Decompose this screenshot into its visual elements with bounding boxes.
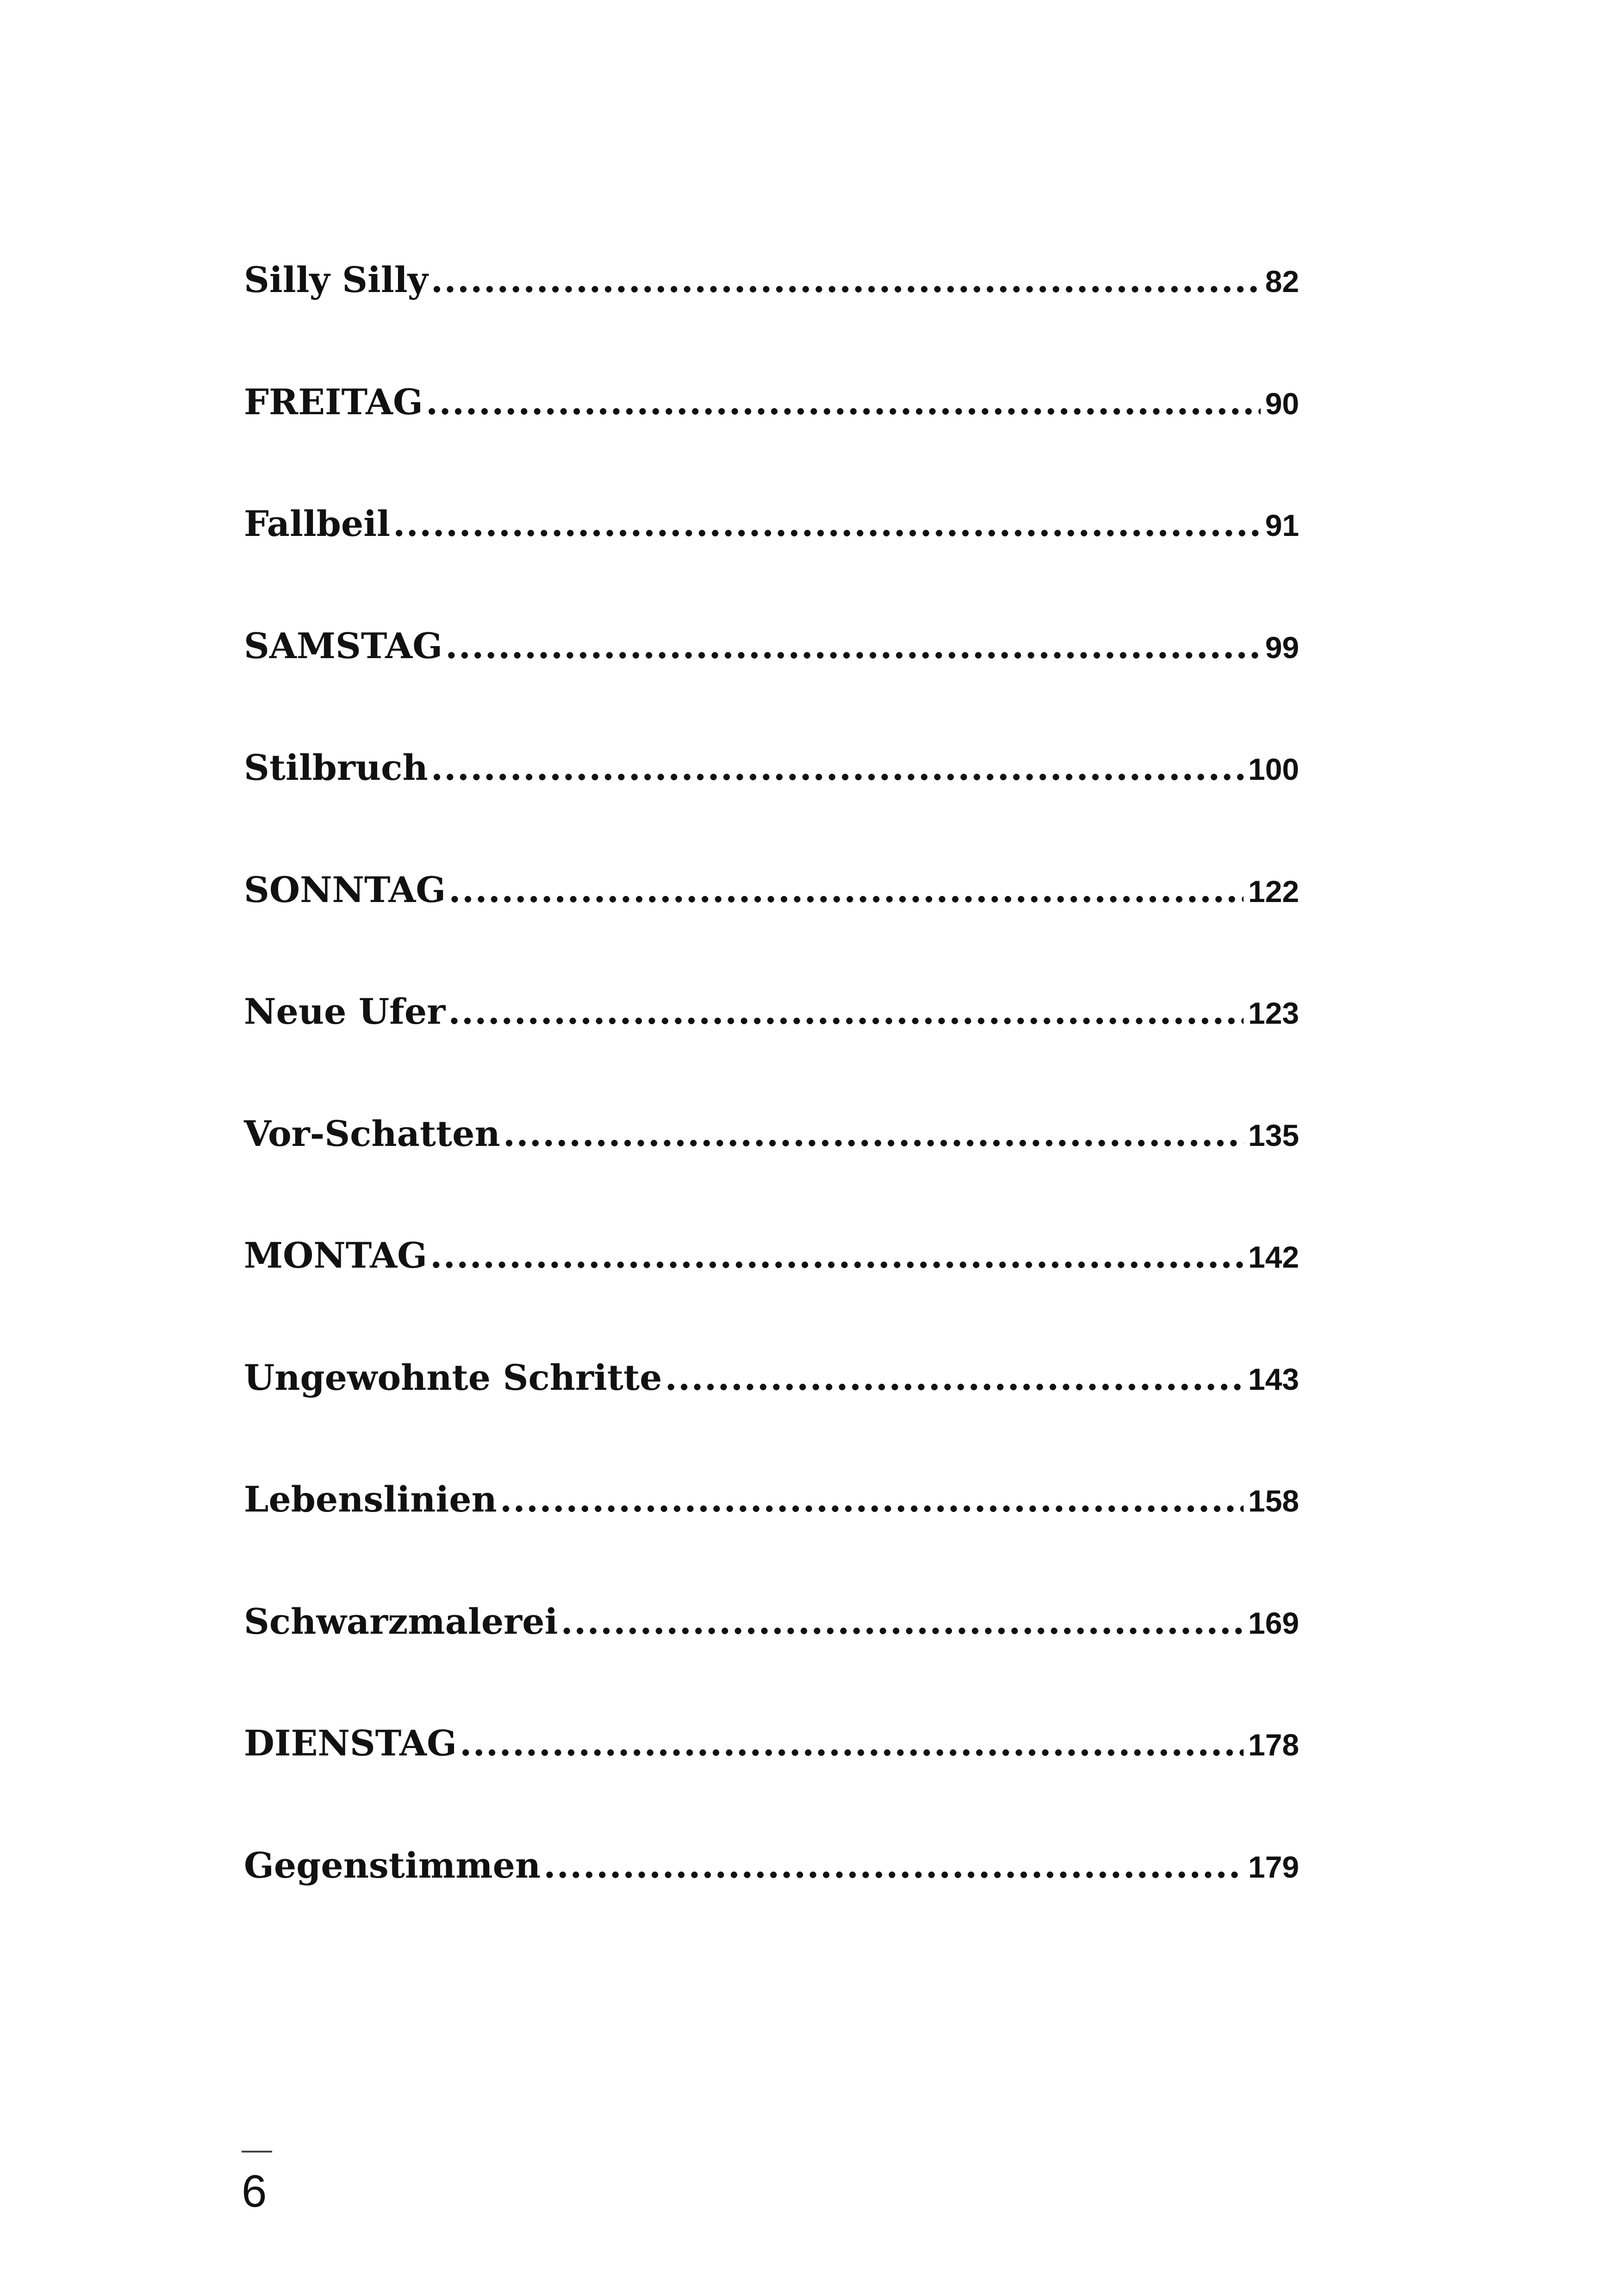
toc-entry-page: 122 [1248,874,1299,908]
toc-entry-page: 158 [1248,1484,1299,1518]
toc-entry[interactable] [244,869,1299,991]
toc-entry-page: 82 [1265,264,1299,299]
toc-entry[interactable] [244,625,1299,747]
toc-entry-page: 135 [1248,1118,1299,1152]
toc-entry[interactable] [244,1357,1299,1479]
toc-entry-page: 91 [1265,508,1299,542]
toc-entry[interactable] [244,381,1299,504]
toc-entry[interactable] [244,503,1299,625]
toc-entry-title: Fallbeil [244,503,391,544]
toc-entry-page: 100 [1248,752,1299,786]
toc-entry-page: 143 [1248,1362,1299,1396]
footer-rule [242,2151,272,2153]
toc-entry-title: Stilbruch [244,747,428,788]
toc-entry-title: Ungewohnte Schritte [244,1356,662,1398]
toc-entry[interactable] [244,1601,1299,1723]
toc-dot-leader [543,1845,1244,1886]
toc-dot-leader [426,381,1261,423]
toc-entry-title: Silly Silly [244,259,428,300]
toc-dot-leader [560,1601,1243,1642]
toc-entry-title: Neue Ufer [244,991,446,1032]
toc-dot-leader [448,869,1244,910]
toc-dot-leader [448,991,1244,1032]
page-number: 6 [242,2165,267,2216]
toc-dot-leader [393,503,1261,544]
toc-entry-title: SONNTAG [244,869,446,910]
toc-entry-title: DIENSTAG [244,1723,457,1764]
toc-entry-page: 142 [1248,1240,1299,1274]
toc-entry-title: Lebenslinien [244,1479,497,1520]
toc-entry-title: FREITAG [244,381,423,423]
toc-dot-leader [445,625,1260,666]
toc-dot-leader [503,1113,1244,1154]
toc-entry-page: 169 [1248,1605,1299,1640]
toc-entry[interactable] [244,1113,1299,1235]
toc-entry[interactable] [244,991,1299,1113]
toc-entry[interactable] [244,1723,1299,1845]
toc-entry-title: Gegenstimmen [244,1844,541,1886]
toc-entry-page: 90 [1265,386,1299,421]
toc-entry-page: 178 [1248,1728,1299,1762]
toc-entry-title: MONTAG [244,1235,428,1276]
toc-entry-page: 179 [1248,1849,1299,1884]
toc-dot-leader [665,1357,1243,1398]
toc-entry[interactable] [244,747,1299,869]
toc-dot-leader [431,747,1244,788]
toc-entry-page: 99 [1265,630,1299,665]
toc-entry[interactable] [244,259,1299,381]
toc-dot-leader [460,1723,1244,1764]
toc-entry[interactable] [244,1235,1299,1357]
toc-entry[interactable] [244,1845,1299,1967]
toc-dot-leader [431,259,1261,300]
toc-entry-title: Schwarzmalerei [244,1600,558,1642]
table-of-contents [244,259,1299,1966]
toc-entry-page: 123 [1248,996,1299,1030]
toc-dot-leader [500,1479,1244,1520]
toc-entry[interactable] [244,1479,1299,1601]
toc-entry-title: SAMSTAG [244,625,443,666]
toc-dot-leader [430,1235,1244,1276]
toc-entry-title: Vor-Schatten [244,1113,500,1154]
